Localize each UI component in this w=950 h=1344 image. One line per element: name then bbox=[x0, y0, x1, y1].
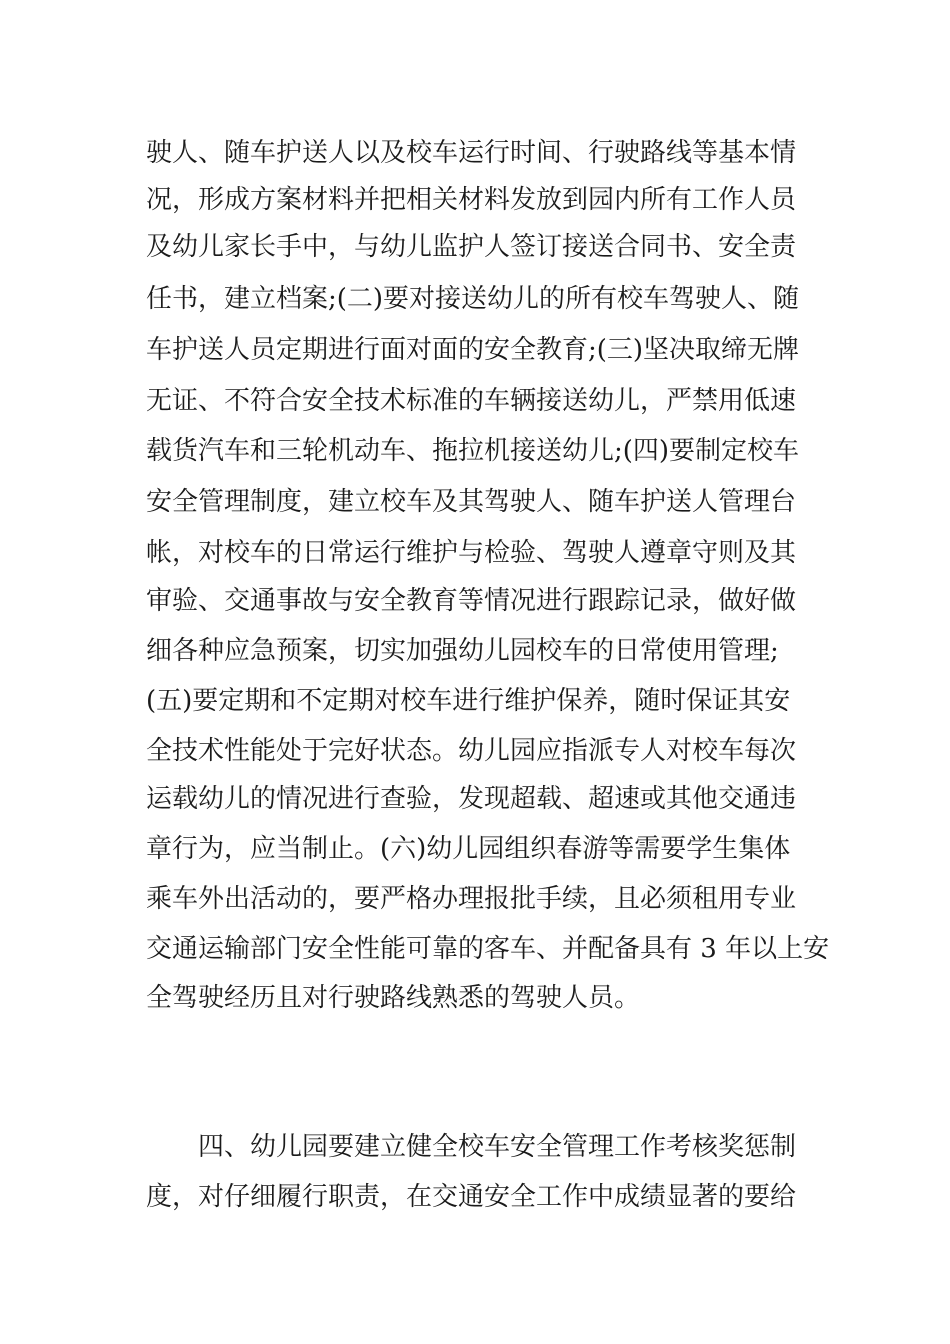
paragraph-line: 四、幼儿园要建立健全校车安全管理工作考核奖惩制 bbox=[198, 1132, 797, 1162]
paragraph-line: 驶人、随车护送人以及校车运行时间、行驶路线等基本情 bbox=[146, 138, 797, 168]
paragraph-line: 安全管理制度，建立校车及其驾驶人、随车护送人管理台 bbox=[146, 487, 797, 517]
paragraph-line: 载货汽车和三轮机动车、拖拉机接送幼儿;(四)要制定校车 bbox=[146, 436, 800, 466]
paragraph-line: 全驾驶经历且对行驶路线熟悉的驾驶人员。 bbox=[146, 983, 641, 1013]
paragraph-line: 无证、不符合安全技术标准的车辆接送幼儿，严禁用低速 bbox=[146, 386, 797, 416]
paragraph-line: 章行为，应当制止。(六)幼儿园组织春游等需要学生集体 bbox=[146, 834, 791, 864]
paragraph-line: 审验、交通事故与安全教育等情况进行跟踪记录，做好做 bbox=[146, 586, 797, 616]
paragraph-line: 细各种应急预案，切实加强幼儿园校车的日常使用管理; bbox=[146, 636, 779, 666]
paragraph-line: 及幼儿家长手中，与幼儿监护人签订接送合同书、安全责 bbox=[146, 232, 797, 262]
paragraph-line: 全技术性能处于完好状态。幼儿园应指派专人对校车每次 bbox=[146, 736, 797, 766]
paragraph-line: 乘车外出活动的，要严格办理报批手续，且必须租用专业 bbox=[146, 884, 797, 914]
paragraph-line: (五)要定期和不定期对校车进行维护保养，随时保证其安 bbox=[146, 686, 791, 716]
paragraph-line: 任书，建立档案;(二)要对接送幼儿的所有校车驾驶人、随 bbox=[146, 284, 800, 314]
paragraph-line: 度，对仔细履行职责，在交通安全工作中成绩显著的要给 bbox=[146, 1182, 797, 1212]
paragraph-line: 况，形成方案材料并把相关材料发放到园内所有工作人员 bbox=[146, 185, 797, 215]
paragraph-line: 交通运输部门安全性能可靠的客车、并配备具有 3 年以上安 bbox=[146, 934, 830, 964]
paragraph-line: 运载幼儿的情况进行查验，发现超载、超速或其他交通违 bbox=[146, 784, 797, 814]
paragraph-line: 帐，对校车的日常运行维护与检验、驾驶人遵章守则及其 bbox=[146, 538, 797, 568]
paragraph-line: 车护送人员定期进行面对面的安全教育;(三)坚决取缔无牌 bbox=[146, 335, 800, 365]
